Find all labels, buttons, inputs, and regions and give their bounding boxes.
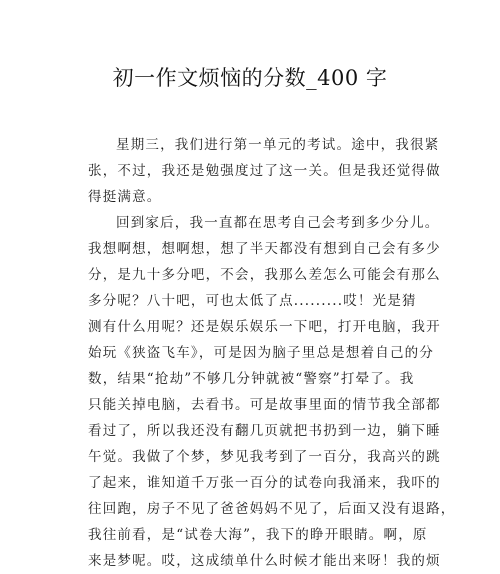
text-line: 数，结果“抢劫”不够几分钟就被“警察”打晕了。我 (88, 371, 415, 387)
text-line: 始玩《狭盗飞车》，可是因为脑子里总是想着自己的分 (88, 345, 435, 361)
text-line: 往回跑，房子不见了爸爸妈妈不见了，后面又没有退路， (88, 501, 456, 517)
text-line: 回到家后，我一直都在思考自己会考到多少分儿。 (116, 215, 440, 231)
text-line: 我往前看，是“试卷大海”，我下的睁开眼睛。啊，原 (88, 527, 428, 543)
text-line: 得挺满意。 (88, 189, 162, 205)
text-line: 只能关掉电脑，去看书。可是故事里面的情节我全部都 (88, 397, 441, 413)
text-line: 测有什么用呢？还是娱乐娱乐一下吧，打开电脑，我开 (88, 319, 441, 335)
text-line: 分，是九十多分吧，不会，我那么差怎么可能会有那么 (88, 267, 441, 283)
text-line: 我想啊想，想啊想，想了半天都没有想到自己会有多少 (88, 241, 441, 257)
text-line: 星期三，我们进行第一单元的考试。途中，我很紧 (116, 137, 440, 153)
text-line: 看过了，所以我还没有翻几页就把书扔到一边，躺下睡 (88, 423, 441, 439)
text-line: 来是梦呢。哎，这成绩单什么时候才能出来呀！我的烦 (88, 553, 441, 569)
text-line: 张，不过，我还是勉强度过了这一关。但是我还觉得做 (88, 163, 441, 179)
text-line: 午觉。我做了个梦，梦见我考到了一百分，我高兴的跳 (88, 449, 441, 465)
paragraph-1 (88, 132, 441, 210)
document-title: 初一作文烦恼的分数_400 字 (112, 66, 388, 90)
document-body (88, 132, 456, 574)
text-line: 多分呢？八十吧，可也太低了点.........哎！光是猜 (88, 293, 417, 309)
paragraph-2 (88, 210, 456, 574)
text-line: 了起来，谁知道千万张一百分的试卷向我涌来，我吓的 (88, 475, 441, 491)
